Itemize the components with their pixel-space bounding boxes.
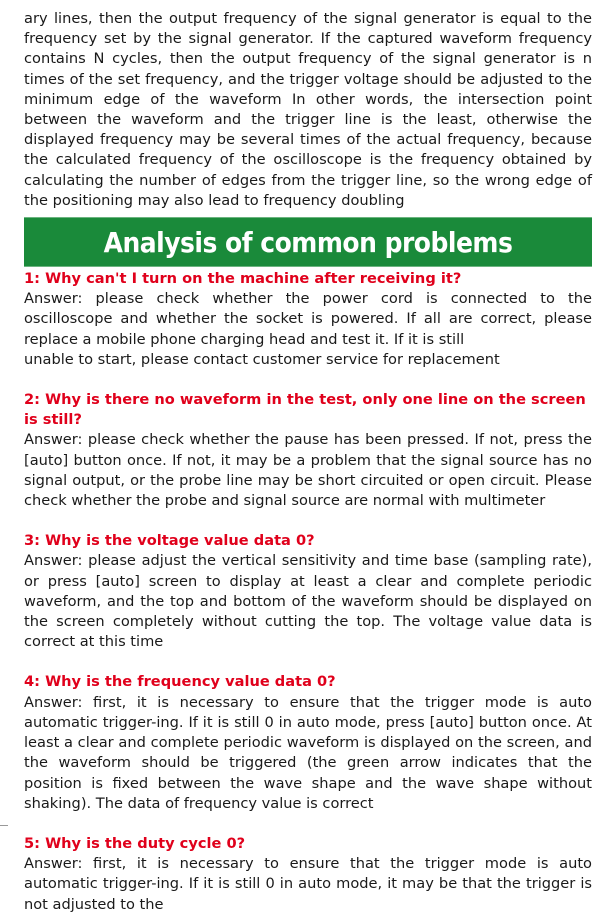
- faq-answer-line: Answer: first, it is necessary to ensure that the trigger mode is auto automatic trigger-ing. If it is still 0 in auto mode, press [auto] button once. At least a clear and complete periodic waveform is displayed on the screen, and the waveform should be triggered (the green arrow indicates that the position is fixed between the wave shape and the wave shape without shaking). The data of frequency value is correct: [24, 693, 592, 812]
- faq-answer: [24, 693, 592, 814]
- faq-question: 2: Why is there no waveform in the test, only one line on the screen is still?: [24, 391, 586, 429]
- faq-question: 3: Why is the voltage value data 0?: [24, 532, 315, 550]
- intro-paragraph: ary lines, then the output frequency of the signal generator is equal to the frequency set by the signal generator. If the captured waveform frequency contains N cycles, then the output frequency of the signal generator is n times of the set frequency, and the trigger voltage should be adjusted to the minimum edge of the waveform In other words, the intersection point between the waveform and the trigger line is the least, otherwise the displayed frequency may be several times of the actual frequency, because the calculated frequency of the oscilloscope is the frequency obtained by calculating the number of edges from the trigger line, so the wrong edge of the positioning may also lead to frequency doubling: [24, 10, 592, 209]
- faq-question: 1: Why can't I turn on the machine after receiving it?: [24, 270, 462, 288]
- page-content: [24, 0, 592, 915]
- page-corner-mark: [0, 825, 8, 826]
- faq-answer-line: Answer: please check whether the pause has been pressed. If not, press the [auto] button once. If not, it may be a problem that the signal source has no signal output, or the probe line may be short circuited or open circuit. Please check whether the probe and signal source are normal with multimeter: [24, 431, 592, 510]
- faq-question: 5: Why is the duty cycle 0?: [24, 834, 246, 852]
- faq-answer-line: Answer: please check whether the power cord is connected to the oscilloscope and whether the socket is powered. If all are correct, please replace a mobile phone charging head and test it. If it is still: [24, 290, 592, 348]
- faq-answer-line: Answer: please adjust the vertical sensitivity and time base (sampling rate), or press [auto] screen to display at least a clear and complete periodic waveform, and the top and bottom of the waveform should be displayed on the screen completely without cutting the top. The voltage value data is correct at this time: [24, 552, 592, 651]
- faq-question: 4: Why is the frequency value data 0?: [24, 673, 336, 691]
- faq-item-4: [24, 672, 592, 813]
- faq-answer-line: Answer: first, it is necessary to ensure that the trigger mode is auto automatic trigger-ing. If it is still 0 in auto mode, it may be that the trigger is not adjusted to the: [24, 855, 592, 913]
- faq-answer: [24, 289, 592, 370]
- faq-answer: [24, 430, 592, 511]
- faq-item-1: [24, 269, 592, 370]
- faq-answer: [24, 551, 592, 652]
- faq-item-3: [24, 531, 592, 652]
- faq-item-5: [24, 834, 592, 915]
- faq-answer-line: unable to start, please contact customer service for replacement: [24, 350, 500, 368]
- section-banner: Analysis of common problems: [24, 217, 592, 266]
- faq-answer: [24, 854, 592, 915]
- faq-item-2: [24, 390, 592, 511]
